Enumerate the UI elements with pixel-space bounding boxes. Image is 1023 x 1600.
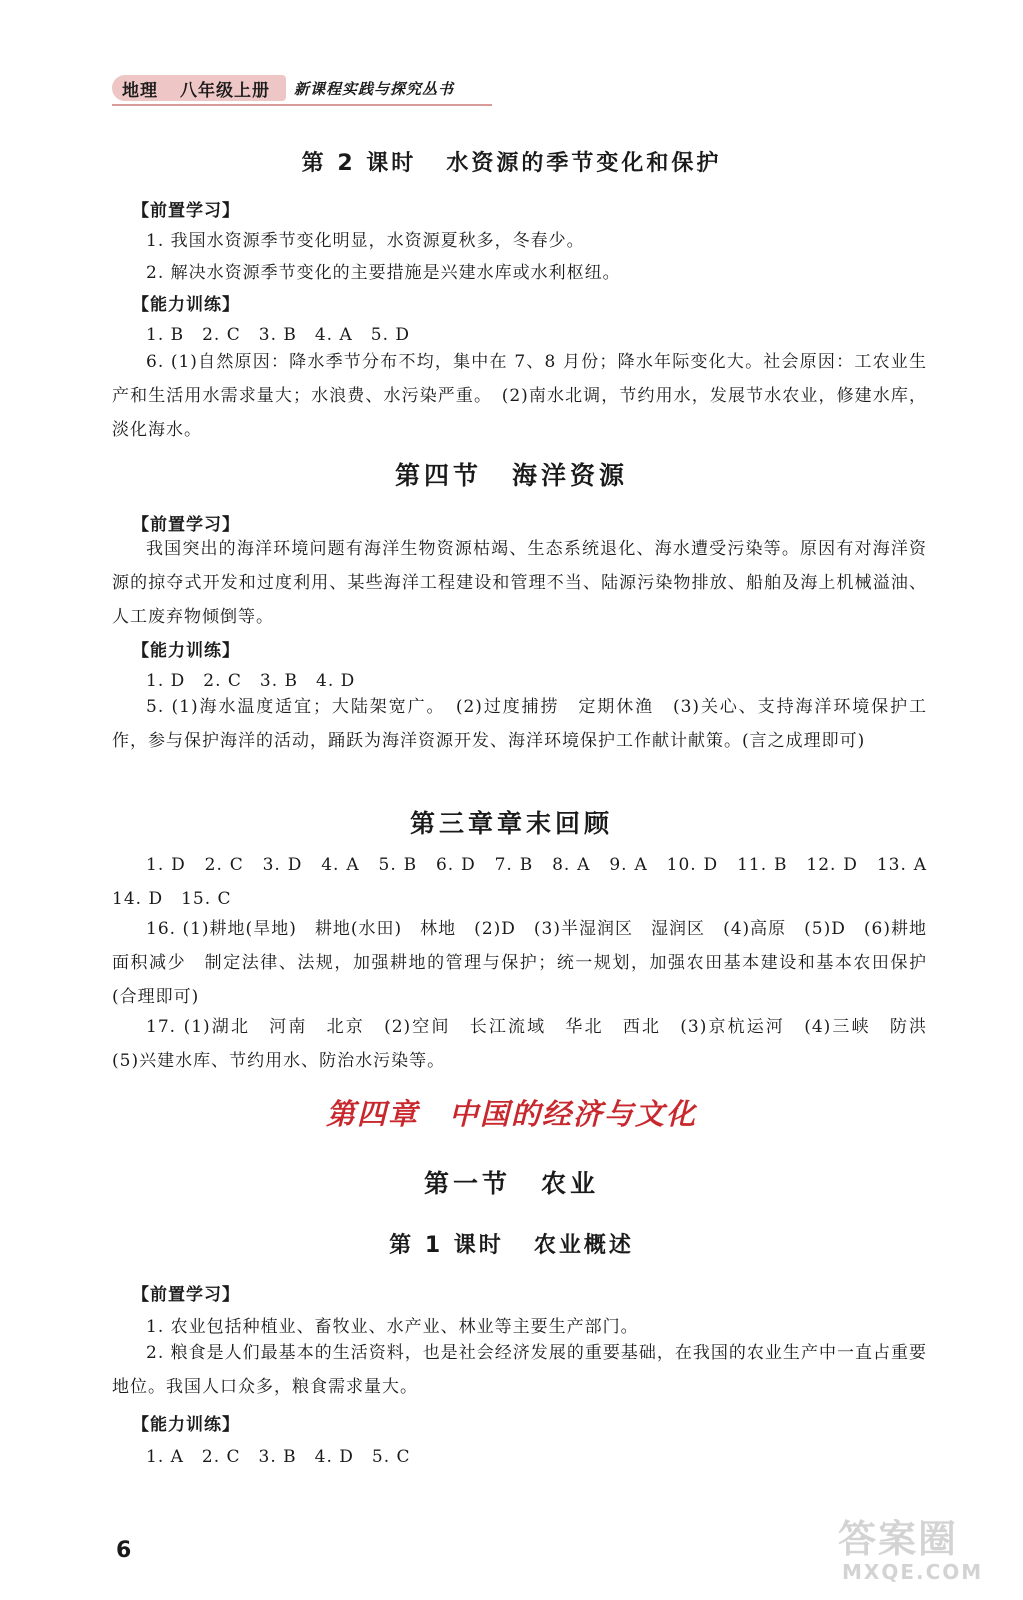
chapter-name: 中国的经济与文化 [449,1097,698,1131]
header-badge [112,75,286,101]
section-name: 海洋资源 [512,461,629,490]
section-number: 第一节 [423,1169,511,1198]
lesson-title [0,1228,1023,1259]
answer-paragraph: 6. (1)自然原因：降水季节分布不均，集中在 7、8 月份；降水年际变化大。社会原因：工农业生产和生活用水需求量大；水浪费、水污染严重。 (2)南水北调，节约用水，发展节水农业，修建水库，淡化海水。 [112,352,927,440]
chapter-title [0,1092,1023,1133]
lesson-name: 农业概述 [533,1233,634,1258]
answer-paragraph: 17. (1)湖北 河南 北京 (2)空间 长江流域 华北 西北 (3)京杭运河 (4)三峡 防洪 (5)兴建水库、节约用水、防治水污染等。 [112,1017,945,1071]
answer-line: 1. 我国水资源季节变化明显，水资源夏秋多，冬春少。 [146,231,585,251]
answer-line: 1. A 2. C 3. B 4. D 5. C [146,1447,411,1467]
answer-paragraph: 5. (1)海水温度适宜；大陆架宽广。 (2)过度捕捞 定期休渔 (3)关心、支持海洋环境保护工作，参与保护海洋的活动，踊跃为海洋资源开发、海洋环境保护工作献计献策。(言之成理即可) [112,697,927,751]
header-subject: 地理 [122,80,158,101]
answer-paragraph: 16. (1)耕地(旱地) 耕地(水田) 林地 (2)D (3)半湿润区 湿润区 (4)高原 (5)D (6)耕地面积减少 制定法律、法规，加强耕地的管理与保护；统一规划，加强农田基本建设和基本农田保护(合理即可) [112,919,927,1007]
lesson-title [0,146,1023,177]
header-series: 新课程实践与探究丛书 [294,79,455,98]
section-label-pre: 【前置学习】 [132,1285,240,1305]
chapter-number: 第四章 [325,1097,419,1131]
answer-line: 1. D 2. C 3. B 4. D [146,671,356,691]
section-label-pre: 【前置学习】 [132,201,240,221]
section-title [0,456,1023,492]
watermark-en: MXQE.COM [842,1560,984,1584]
page-number: 6 [116,1538,132,1563]
answer-line: 1. 农业包括种植业、畜牧业、水产业、林业等主要生产部门。 [146,1317,639,1337]
section-label-pre: 【前置学习】 [132,515,240,535]
watermark-cn: 答案圈 [838,1517,959,1561]
lesson-name: 水资源的季节变化和保护 [446,151,722,176]
answer-line: 1. B 2. C 3. B 4. A 5. D [146,325,411,345]
answer-paragraph: 1. D 2. C 3. D 4. A 5. B 6. D 7. B 8. A 9. A 10. D 11. B 12. D 13. A 14. D 15. C [112,855,945,909]
lesson-number: 第 1 课时 [389,1233,504,1258]
section-number: 第四节 [394,461,482,490]
watermark-logo [838,1508,998,1588]
lesson-number: 第 2 课时 [301,151,417,176]
running-header [112,74,454,102]
review-title: 第三章章末回顾 [409,809,613,838]
section-name: 农业 [541,1169,600,1198]
answer-paragraph: 我国突出的海洋环境问题有海洋生物资源枯竭、生态系统退化、海水遭受污染等。原因有对海洋资源的掠夺式开发和过度利用、某些海洋工程建设和管理不当、陆源污染物排放、船舶及海上机械溢油、人工废弃物倾倒等。 [112,539,927,627]
header-divider [112,104,492,106]
section-label-train: 【能力训练】 [132,1415,240,1435]
answer-line: 2. 解决水资源季节变化的主要措施是兴建水库或水利枢纽。 [146,263,621,283]
section-label-train: 【能力训练】 [132,295,240,315]
section-label-train: 【能力训练】 [132,641,240,661]
answer-paragraph: 2. 粮食是人们最基本的生活资料，也是社会经济发展的重要基础，在我国的农业生产中一直占重要地位。我国人口众多，粮食需求量大。 [112,1343,927,1397]
section-title [0,1164,1023,1200]
header-grade: 八年级上册 [180,80,270,101]
